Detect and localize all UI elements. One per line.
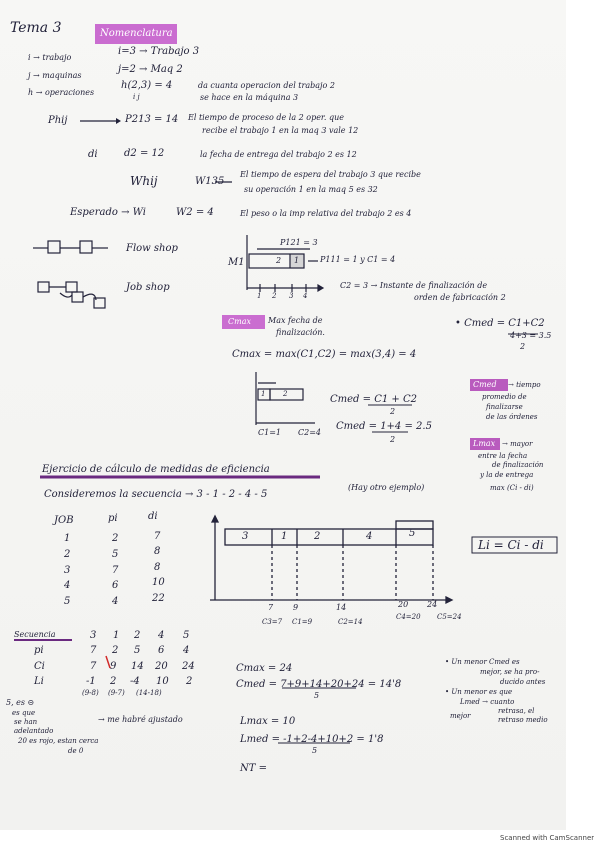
seq-pi-1: 7 — [90, 645, 97, 656]
phij-note2: recibe el trabajo 1 en la maq 3 vale 12 — [202, 126, 359, 135]
gantt1-machine: M1 — [228, 257, 245, 268]
right-note-b-0: • Un menor es que — [445, 688, 513, 696]
left-note-0: 5, es ⊝ — [6, 698, 35, 707]
adjust-note: → me habré ajustado — [98, 715, 183, 724]
left-note-5: de 0 — [68, 747, 84, 755]
gantt3-label-3: 3 — [242, 531, 249, 542]
gantt-chart-3 — [210, 516, 452, 603]
job-row-5-pi: 4 — [112, 596, 119, 607]
seq-pi-5: 4 — [183, 645, 190, 656]
seq-header-5: 5 — [183, 630, 190, 641]
cmax-eq: Cmax = max(C1,C2) = max(3,4) = 4 — [232, 349, 417, 360]
seq-pi-3: 5 — [134, 645, 141, 656]
scanner-footer — [0, 830, 594, 848]
seq-ci-3: 14 — [131, 661, 144, 672]
index-h-note1: da cuanta operacion del trabajo 2 — [198, 81, 335, 90]
job-row-4-job: 4 — [64, 580, 71, 591]
gantt1-tick-2: 2 — [272, 292, 277, 300]
index-h-left: h → operaciones — [28, 88, 95, 97]
side-lmax-tag: Lmax — [473, 439, 496, 448]
gantt1-c2: C2 = 3 → Instante de finalización de — [340, 281, 488, 290]
di-eq: d2 = 12 — [124, 148, 165, 159]
gantt3-label-1: 1 — [281, 531, 288, 542]
seq-li-2: 2 — [110, 676, 117, 687]
gantt3-c1: C1=9 — [292, 618, 313, 626]
left-note-3: adelantado — [14, 727, 54, 735]
side-lmax-3: y la de entrega — [480, 471, 534, 479]
job-row-4-pi: 6 — [112, 580, 119, 591]
other-example: (Hay otro ejemplo) — [348, 483, 425, 492]
gantt1-tick-1: 1 — [257, 292, 262, 300]
gantt3-label-4: 4 — [366, 531, 373, 542]
job-table-header-job: JOB — [54, 515, 74, 526]
job-row-5-job: 5 — [64, 596, 71, 607]
job-row-3-pi: 7 — [112, 565, 119, 576]
cmed-right3: 2 — [520, 342, 526, 351]
seq-pi-label: pi — [34, 645, 44, 656]
whij-eq: W135 — [195, 176, 225, 187]
scanner-watermark: Scanned with CamScanner — [500, 834, 594, 842]
right-note-b-3: mejor — [450, 712, 471, 720]
gantt2-label-2: 2 — [283, 390, 288, 398]
side-cmed-0: → tiempo — [508, 381, 541, 389]
seq-ci-1: 7 — [90, 661, 97, 672]
index-i-left: i → trabajo — [28, 53, 72, 62]
seq-pi-2: 2 — [112, 645, 119, 656]
side-lmax-4: max (Ci - di) — [490, 484, 534, 492]
cmed-right: • Cmed = C1+C2 — [455, 318, 545, 329]
cmed-val: Cmed = 1+4 = 2.5 — [336, 421, 432, 432]
left-note-1: es que — [12, 709, 36, 717]
cmax-tag: Cmax — [228, 317, 251, 326]
index-h-sub: i j — [133, 93, 140, 101]
flow-shop-label: Flow shop — [126, 243, 178, 254]
left-note-2: se han — [14, 718, 38, 726]
page-title: Tema 3 — [10, 20, 62, 36]
job-table-header-di: di — [148, 511, 158, 522]
seq-sub-1: (9-8) — [82, 689, 99, 697]
consider-sequence: Consideremos la secuencia → 3 - 1 - 2 - 4 - 5 — [44, 489, 268, 500]
cmed-right2: 4+3 = 3.5 — [510, 331, 552, 340]
job-row-4-di: 10 — [152, 577, 165, 588]
side-lmax-0: → mayor — [502, 440, 533, 448]
job-shop-label: Job shop — [126, 282, 170, 293]
gantt3-tick-7: 7 — [268, 603, 274, 612]
gantt3-c5: C5=24 — [437, 613, 462, 621]
seq-header-4: 4 — [158, 630, 165, 641]
job-row-2-di: 8 — [154, 546, 161, 557]
right-note-b-1: Lmed → cuanto — [460, 698, 515, 706]
seq-li-label: Li — [34, 676, 44, 687]
result-cmax: Cmax = 24 — [236, 663, 293, 674]
gantt3-tick-20: 20 — [398, 600, 409, 609]
gantt3-label-5: 5 — [409, 528, 416, 539]
result-cmed-den: 5 — [314, 691, 320, 700]
exercise-title: Ejercicio de cálculo de medidas de eficiencia — [42, 464, 270, 475]
notation-header: Nomenclatura — [100, 28, 173, 39]
index-h-note2: se hace en la máquina 3 — [200, 93, 299, 102]
index-h-right: h(2,3) = 4 — [121, 80, 173, 91]
cmax-def: Max fecha de — [268, 316, 323, 325]
gantt1-bar-1: 1 — [294, 256, 300, 265]
right-note-a-1: mejor, se ha pro- — [480, 668, 540, 676]
left-note-4: 20 es rojo, estan cerca — [18, 737, 99, 745]
whij-note1: El tiempo de espera del trabajo 3 que recibe — [240, 170, 421, 179]
seq-li-1: -1 — [86, 676, 96, 687]
whij-symbol: Whij — [130, 174, 158, 188]
seq-pi-4: 6 — [158, 645, 165, 656]
cmed-eq-den: 2 — [390, 407, 396, 416]
seq-header-label: Secuencia — [14, 630, 56, 639]
cmed-val-den: 2 — [390, 435, 396, 444]
side-lmax-2: de finalización — [492, 461, 544, 469]
index-j-left: j → maquinas — [28, 71, 82, 80]
job-table-header-pi: pi — [108, 513, 118, 524]
gantt1-c2b: orden de fabricación 2 — [414, 293, 506, 302]
job-shop-diagram — [38, 282, 105, 308]
right-note-b-4: retraso medio — [498, 716, 548, 724]
side-cmed-3: de las órdenes — [486, 413, 538, 421]
seq-ci-2: 9 — [110, 661, 117, 672]
right-note-a-0: • Un menor Cmed es — [445, 658, 520, 666]
seq-ci-4: 20 — [155, 661, 168, 672]
side-cmed-2: finalizarse — [486, 403, 523, 411]
result-nt: NT = — [240, 763, 267, 774]
gantt3-c3: C3=7 — [262, 618, 283, 626]
side-cmed-1: promedio de — [482, 393, 527, 401]
li-formula: Li = Ci - di — [478, 538, 544, 552]
gantt1-p-label: P121 = 3 — [280, 238, 318, 247]
index-i-right: i=3 → Trabajo 3 — [118, 46, 200, 57]
gantt1-bar-2: 2 — [276, 256, 282, 265]
seq-ci-label: Ci — [34, 661, 45, 672]
gantt3-c2: C2=14 — [338, 618, 363, 626]
side-lmax-1: entre la fecha — [478, 452, 528, 460]
index-j-right: j=2 → Maq 2 — [118, 64, 183, 75]
seq-sub-3: (14-18) — [136, 689, 162, 697]
job-row-5-di: 22 — [152, 593, 165, 604]
seq-li-5: 2 — [186, 676, 193, 687]
job-row-3-job: 3 — [64, 565, 71, 576]
job-row-1-di: 7 — [154, 531, 161, 542]
seq-ci-5: 24 — [182, 661, 195, 672]
wi-note1: El peso o la imp relativa del trabajo 2 es 4 — [240, 209, 412, 218]
gantt1-tick-3: 3 — [289, 292, 294, 300]
gantt3-label-2: 2 — [314, 531, 321, 542]
side-cmed-tag: Cmed — [473, 380, 497, 389]
job-row-1-pi: 2 — [112, 533, 119, 544]
gantt1-right: P111 = 1 y C1 = 4 — [320, 255, 396, 264]
gantt3-tick-9: 9 — [293, 603, 299, 612]
gantt3-c4: C4=20 — [396, 613, 421, 621]
wi-eq: W2 = 4 — [176, 207, 214, 218]
right-note-b-2: retrasa, el — [498, 707, 535, 715]
seq-li-3: -4 — [130, 676, 140, 687]
cmax-def2: finalización. — [276, 328, 325, 337]
phij-note1: El tiempo de proceso de la 2 oper. que — [188, 113, 344, 122]
seq-li-4: 10 — [156, 676, 169, 687]
di-note1: la fecha de entrega del trabajo 2 es 12 — [200, 150, 357, 159]
result-lmax: Lmax = 10 — [240, 716, 296, 727]
wi-symbol: Esperado → Wi — [70, 207, 146, 218]
gantt2-c1: C1=1 — [258, 428, 282, 437]
whij-note2: su operación 1 en la maq 5 es 32 — [244, 185, 378, 194]
gantt1-tick-4: 4 — [303, 292, 308, 300]
gantt2-label-1: 1 — [261, 390, 266, 398]
seq-sub-2: (9-7) — [108, 689, 125, 697]
gantt3-tick-24: 24 — [427, 600, 438, 609]
phij-symbol: Phij — [48, 115, 68, 126]
result-cmed: Cmed = 7+9+14+20+24 = 14'8 — [236, 679, 402, 690]
gantt3-tick-14: 14 — [336, 603, 347, 612]
gantt2-c2: C2=4 — [298, 428, 322, 437]
job-row-1-job: 1 — [64, 533, 71, 544]
job-row-3-di: 8 — [154, 562, 161, 573]
job-row-2-job: 2 — [64, 549, 71, 560]
job-row-2-pi: 5 — [112, 549, 119, 560]
result-lmed: Lmed = -1+2-4+10+2 = 1'8 — [240, 734, 384, 745]
seq-header-2: 2 — [134, 630, 141, 641]
seq-header-1: 1 — [113, 630, 120, 641]
phij-eq: P213 = 14 — [125, 114, 179, 125]
result-lmed-den: 5 — [312, 746, 318, 755]
di-symbol: di — [88, 149, 98, 160]
flow-shop-diagram — [33, 241, 108, 253]
right-note-a-2: ducido antes — [500, 678, 546, 686]
seq-header-3: 3 — [90, 630, 97, 641]
cmed-eq: Cmed = C1 + C2 — [330, 394, 417, 405]
